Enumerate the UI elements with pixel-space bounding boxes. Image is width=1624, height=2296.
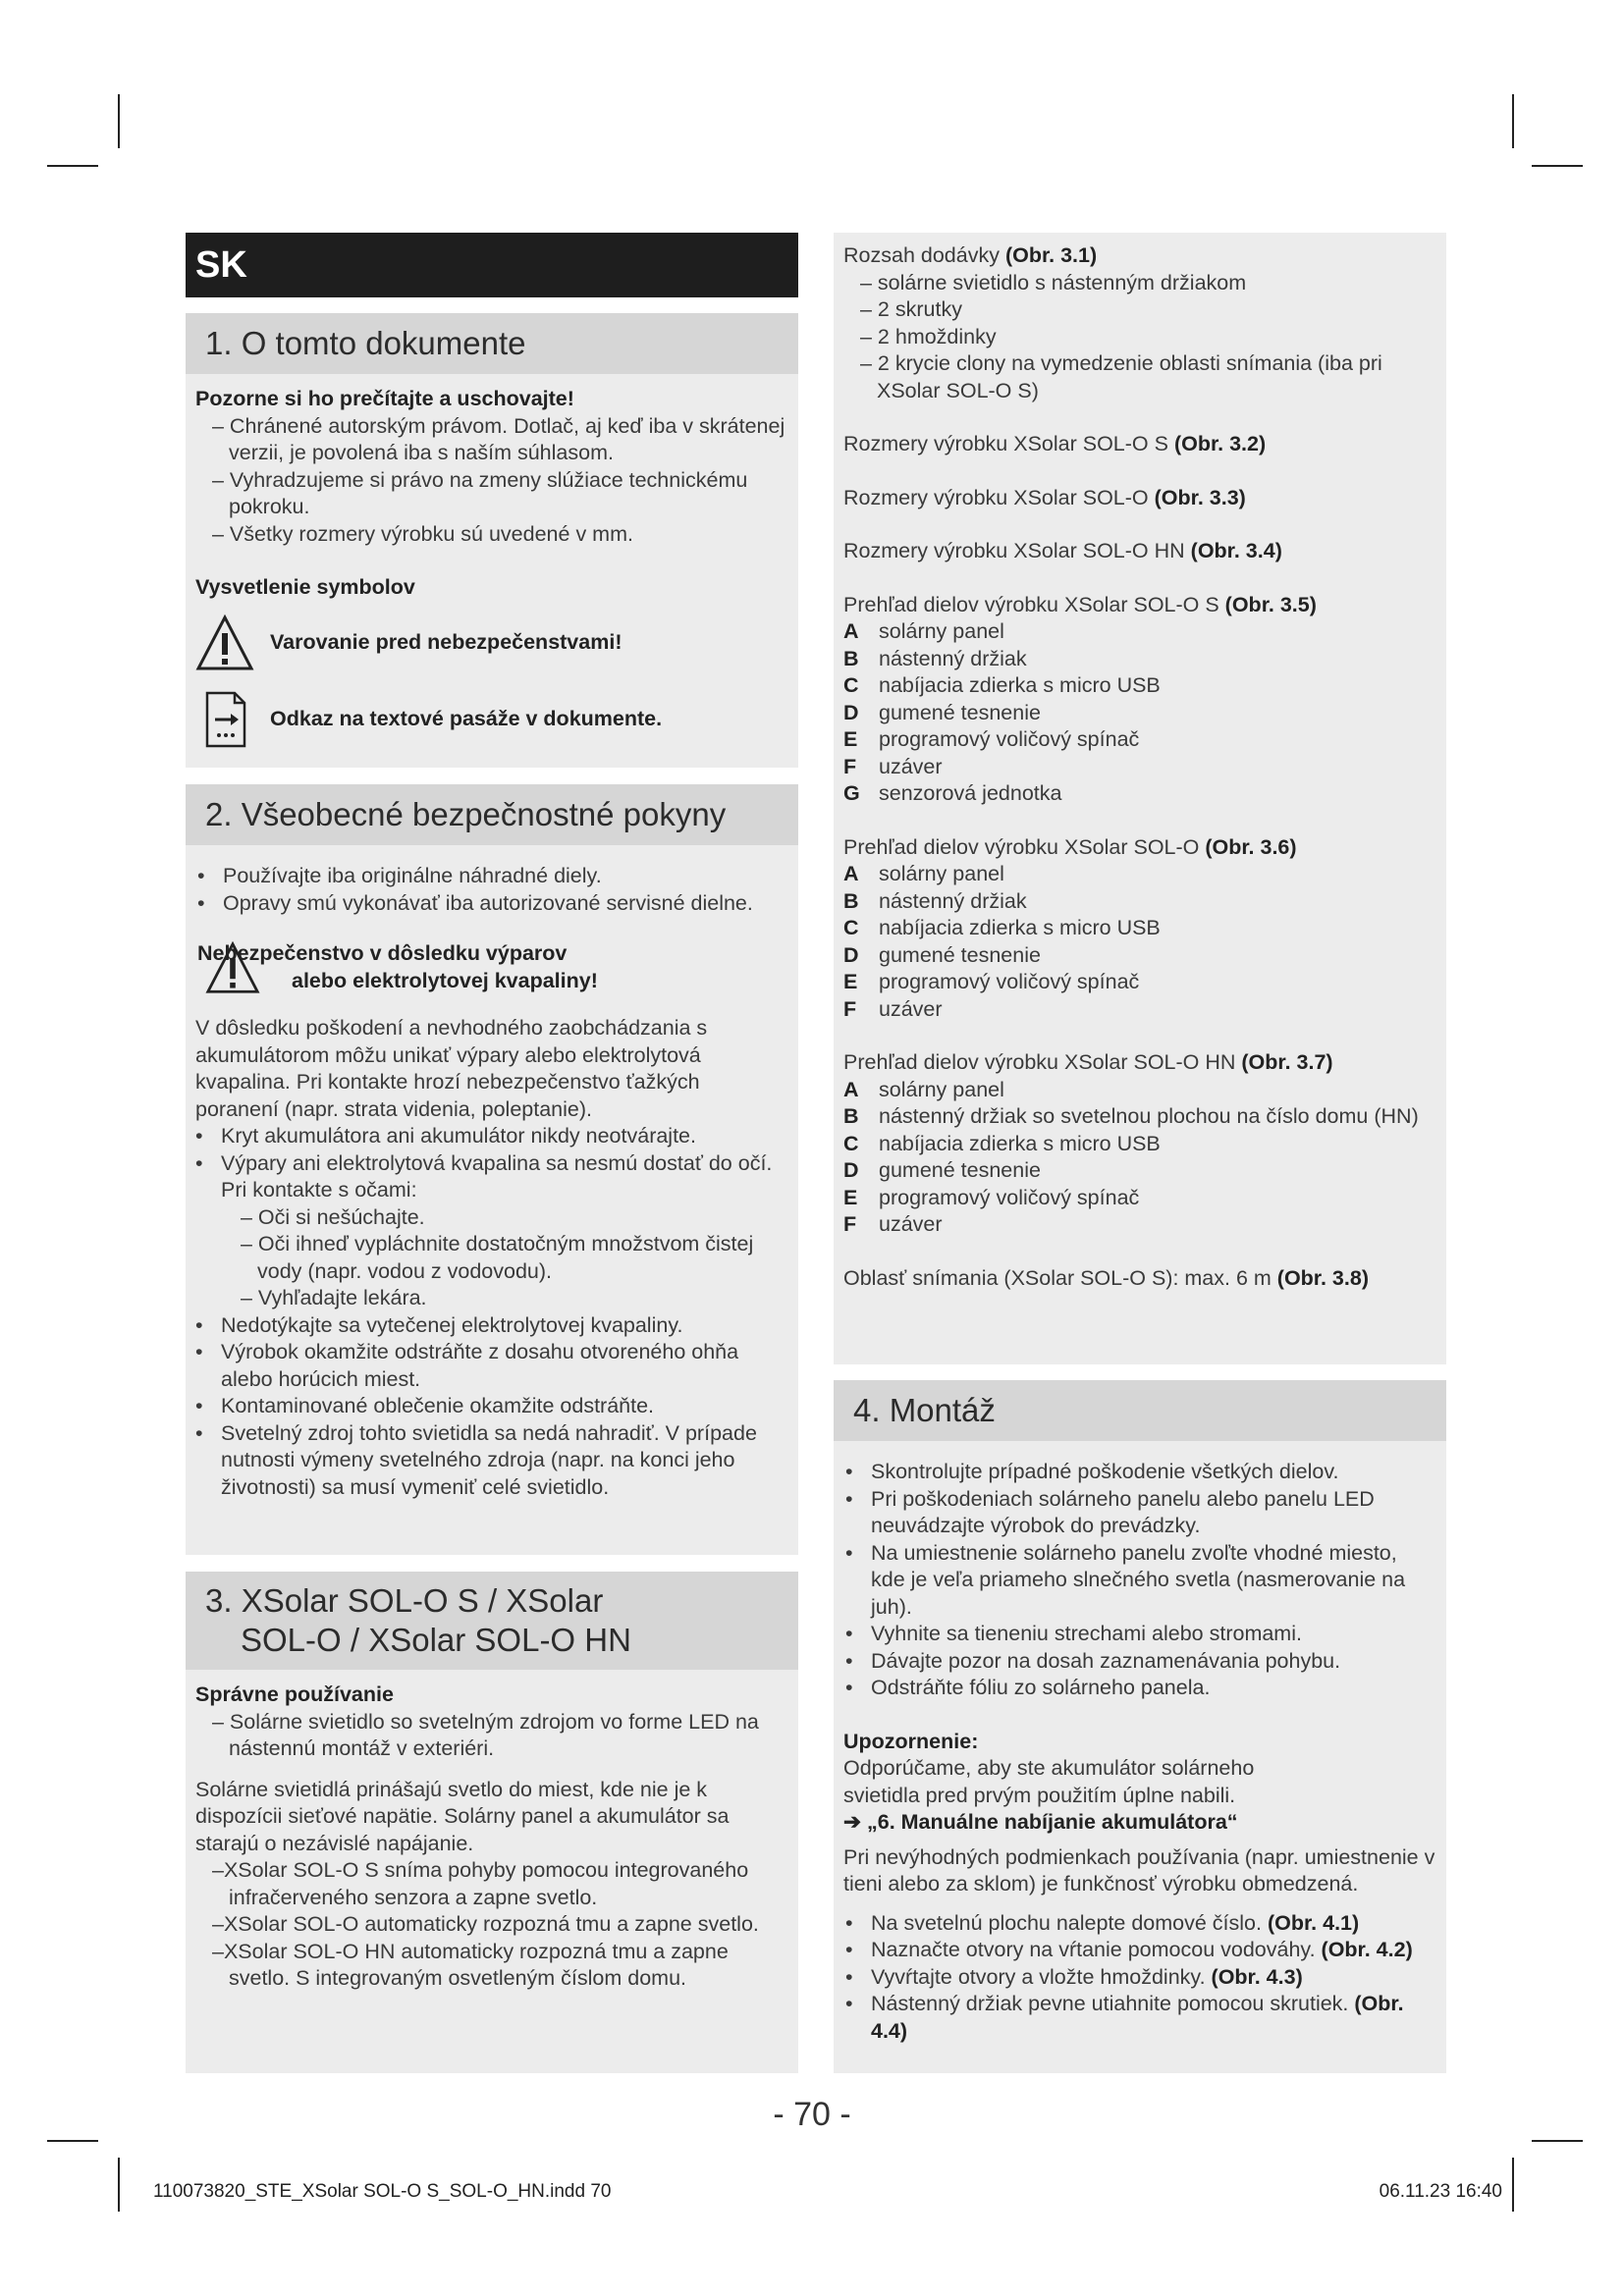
part-letter: B (843, 888, 859, 913)
s4-bullet-5: • Odstráňte fóliu zo solárneho panela. (845, 1675, 1436, 1702)
parts-1-heading (843, 592, 1436, 619)
s2-b4: • Výrobok okamžite odstráňte z dosahu otvoreného ohňa alebo horúcich miest. (195, 1339, 788, 1393)
s2-sub-0: – Oči si nešúchajte. (241, 1204, 425, 1229)
s2-bullet-0: • Používajte iba originálne náhradné diely. (197, 863, 788, 890)
dim-3-ref: (Obr. 3.4) (1190, 539, 1282, 562)
part-row (843, 861, 1436, 888)
section-3-box (186, 1572, 798, 2073)
part-row (843, 672, 1436, 700)
s3-use-item-0: –XSolar SOL-O S sníma pohyby pomocou integrovaného infračerveného senzora a zapne svetlo. (212, 1858, 749, 1909)
s2-bullet-1: • Opravy smú vykonávať iba autorizované servisné dielne. (197, 890, 788, 918)
scope-ref: (Obr. 3.1) (1004, 243, 1098, 267)
sym-warning-text: Varovanie pred nebezpečenstvami! (270, 629, 623, 654)
dim-1 (843, 431, 1436, 458)
dim-3 (843, 538, 1436, 565)
s1-dash-0: – Chránené autorským právom. Dotlač, aj keď iba v skrátenej verzii, je povolená iba s naším súhlasom. (212, 413, 785, 464)
part-letter: C (843, 916, 859, 939)
part-letter: B (843, 646, 859, 670)
part-label: programový voličový spínač (879, 727, 1140, 751)
part-letter: C (843, 673, 859, 697)
part-letter: E (843, 1185, 858, 1209)
s4-bullet-4: • Dávajte pozor na dosah zaznamenávania pohybu. (845, 1648, 1436, 1676)
s4-bullet-1: • Pri poškodeniach solárneho panelu alebo panelu LED neuvádzajte výrobok do prevádzky. (845, 1486, 1436, 1540)
part-row (843, 646, 1436, 673)
s4-note-text: Odporúčame, aby ste akumulátor solárneho svietidla pred prvým použitím úplne nabili. (843, 1756, 1255, 1807)
part-label: programový voličový spínač (879, 1185, 1140, 1209)
parts-3-heading (843, 1049, 1436, 1077)
crop-mark (47, 165, 98, 167)
s2-paragraph: V dôsledku poškodení a nevhodného zaobchádzania s akumulátorom môžu unikať výpary alebo elektrolytová kvapalina. Pri kontakte hrozí nebezpečenstvo ťažkých poranení (napr. strata videnia, poleptanie). (195, 1016, 708, 1121)
s4-bullet-0: • Skontrolujte prípadné poškodenie všetkých dielov. (845, 1459, 1436, 1486)
scope-label: Rozsah dodávky (843, 243, 1005, 267)
crop-mark (1532, 2140, 1583, 2142)
warning-icon (195, 614, 254, 672)
s2-b1: • Kryt akumulátora ani akumulátor nikdy neotvárajte. (195, 1123, 788, 1150)
section-3-title (186, 1572, 798, 1670)
part-label: nástenný držiak so svetelnou plochou na číslo domu (HN) (879, 1104, 1419, 1128)
section-1-box (186, 313, 798, 768)
part-row (843, 996, 1436, 1024)
parts-2-heading (843, 834, 1436, 862)
parts-3-ref: (Obr. 3.7) (1241, 1050, 1333, 1074)
s4-para: Pri nevýhodných podmienkach používania (napr. umiestnenie v tieni alebo za sklom) je funkčnosť výrobku obmedzená. (843, 1844, 1435, 1896)
part-label: senzorová jednotka (879, 781, 1062, 805)
part-row (843, 1077, 1436, 1104)
part-letter: A (843, 1077, 859, 1101)
part-label: nabíjacia zdierka s micro USB (879, 916, 1161, 939)
s1-dash-2: – Všetky rozmery výrobku sú uvedené v mm. (212, 521, 633, 546)
mount-step (845, 1937, 1436, 1964)
section-2-box (186, 784, 798, 1555)
s1-dash-1: – Vyhradzujeme si právo na zmeny slúžiace technickému pokroku. (212, 467, 748, 518)
crop-mark (118, 94, 120, 148)
mount-step (845, 1964, 1436, 1992)
part-label: uzáver (879, 1212, 943, 1236)
part-label: nabíjacia zdierka s micro USB (879, 673, 1161, 697)
dim-1-text: Rozmery výrobku XSolar SOL-O S (843, 432, 1174, 455)
mount-step-ref: (Obr. 4.3) (1211, 1964, 1303, 1989)
section-3-title-line2: SOL-O / XSolar SOL-O HN (241, 1622, 631, 1658)
part-label: gumené tesnenie (879, 700, 1041, 724)
s4-bullet-2: • Na umiestnenie solárneho panelu zvoľte vhodné miesto, kde je veľa priameho slnečného svetla (nasmerovanie na juh). (845, 1540, 1436, 1622)
part-label: solárny panel (879, 1077, 1004, 1101)
crop-mark (1512, 2158, 1514, 2212)
mount-step-text: Na svetelnú plochu nalepte domové číslo. (871, 1910, 1268, 1935)
part-letter: F (843, 996, 857, 1021)
part-label: nabíjacia zdierka s micro USB (879, 1131, 1161, 1155)
dim-3-text: Rozmery výrobku XSolar SOL-O HN (843, 539, 1191, 562)
part-row (843, 1185, 1436, 1212)
part-row (843, 969, 1436, 996)
mount-step-text: Naznačte otvory na vŕtanie pomocou vodováhy. (871, 1938, 1322, 1961)
section-3-title-line1: 3. XSolar SOL-O S / XSolar (205, 1582, 604, 1619)
mount-step-ref: (Obr. 4.2) (1321, 1938, 1413, 1961)
detection-area (843, 1265, 1436, 1293)
footer-file: 110073820_STE_XSolar SOL-O S_SOL-O_HN.indd 70 (153, 2181, 612, 2202)
s2-b3: • Nedotýkajte sa vytečenej elektrolytovej kvapaliny. (195, 1312, 788, 1340)
symbols-heading: Vysvetlenie symbolov (195, 575, 415, 599)
crop-mark (1532, 165, 1583, 167)
document-reference-icon (195, 690, 254, 749)
s4-bullet-3: • Vyhnite sa tieneniu strechami alebo stromami. (845, 1621, 1436, 1648)
part-row (843, 942, 1436, 970)
s2-b6: • Svetelný zdroj tohto svietidla sa nedá nahradiť. V prípade nutnosti výmeny svetelného zdroja (napr. na konci jeho životnosti) sa musí vymeniť celé svietidlo. (195, 1420, 788, 1502)
s2-sub-2: – Vyhľadajte lekára. (241, 1286, 427, 1309)
s2-warning-line2: alebo elektrolytovej kvapaliny! (292, 969, 598, 992)
sym-ref-text: Odkaz na textové pasáže v dokumente. (270, 706, 663, 730)
crop-mark (118, 2158, 120, 2212)
parts-2-ref: (Obr. 3.6) (1205, 834, 1297, 859)
part-letter: E (843, 727, 858, 751)
part-label: gumené tesnenie (879, 1158, 1041, 1182)
dim-2-ref: (Obr. 3.3) (1154, 485, 1246, 509)
mount-step-ref: (Obr. 4.4) (871, 1992, 1404, 2043)
part-letter: D (843, 1158, 859, 1182)
s2-warning-line1: Nebezpečenstvo v dôsledku výparov (197, 941, 568, 965)
part-row (843, 700, 1436, 727)
part-letter: F (843, 754, 857, 778)
part-label: uzáver (879, 754, 943, 778)
part-row (843, 1157, 1436, 1185)
part-label: programový voličový spínač (879, 970, 1140, 993)
part-letter: D (843, 942, 859, 967)
scope-line (843, 242, 1436, 270)
scope-item-2: – 2 hmoždinky (860, 324, 997, 348)
footer-date: 06.11.23 16:40 (1379, 2181, 1502, 2202)
section-3-continued-box (834, 233, 1446, 1364)
part-row (843, 618, 1436, 646)
s3-use-heading: Správne používanie (195, 1682, 394, 1706)
dim-2 (843, 485, 1436, 512)
area-ref: (Obr. 3.8) (1276, 1265, 1369, 1290)
s3-use-item-2: –XSolar SOL-O HN automaticky rozpozná tmu a zapne svetlo. S integrovaným osvetleným číslom domu. (212, 1939, 729, 1990)
s2-sub-1: – Oči ihneď vypláchnite dostatočným množstvom čistej vody (napr. vodou z vodovodu). (241, 1232, 754, 1283)
area-text: Oblasť snímania (XSolar SOL-O S): max. 6 m (843, 1265, 1277, 1290)
part-row (843, 726, 1436, 754)
s1-intro: Pozorne si ho prečítajte a uschovajte! (195, 387, 574, 410)
crop-mark (1512, 94, 1514, 148)
s4-note-heading: Upozornenie: (843, 1729, 979, 1753)
s3-use-dash: – Solárne svietidlo so svetelným zdrojom vo forme LED na nástennú montáž v exteriéri. (212, 1709, 759, 1760)
mount-step-ref: (Obr. 4.1) (1267, 1910, 1360, 1935)
scope-item-1: – 2 skrutky (860, 297, 962, 321)
part-label: uzáver (879, 996, 943, 1021)
section-4-title: 4. Montáž (834, 1380, 1446, 1441)
part-row (843, 1103, 1436, 1131)
scope-item-3: – 2 krycie clony na vymedzenie oblasti snímania (iba pri XSolar SOL-O S) (860, 351, 1382, 402)
part-letter: G (843, 781, 860, 805)
page-number: - 70 - (773, 2096, 851, 2133)
mount-step (845, 1991, 1436, 2045)
parts-3-label: Prehľad dielov výrobku XSolar SOL-O HN (843, 1050, 1242, 1074)
section-2-title: 2. Všeobecné bezpečnostné pokyny (186, 784, 798, 845)
s2-b5: • Kontaminované oblečenie okamžite odstráňte. (195, 1393, 788, 1420)
part-row (843, 915, 1436, 942)
part-row (843, 780, 1436, 808)
s4-note-ref: ➔ „6. Manuálne nabíjanie akumulátora“ (843, 1810, 1238, 1834)
mount-step (845, 1910, 1436, 1938)
part-letter: A (843, 619, 859, 643)
part-letter: C (843, 1131, 859, 1155)
part-row (843, 1131, 1436, 1158)
s3-use-para: Solárne svietidlá prinášajú svetlo do miest, kde nie je k dispozícii sieťové napätie. Solárny panel a akumulátor sa starajú o nezávislé napájanie. (195, 1777, 730, 1855)
part-letter: B (843, 1104, 859, 1128)
part-row (843, 1211, 1436, 1239)
part-label: nástenný držiak (879, 888, 1027, 913)
part-label: solárny panel (879, 862, 1004, 885)
part-label: gumené tesnenie (879, 942, 1041, 967)
part-label: solárny panel (879, 619, 1004, 643)
part-letter: A (843, 862, 859, 885)
parts-2-label: Prehľad dielov výrobku XSolar SOL-O (843, 834, 1206, 859)
crop-mark (47, 2140, 98, 2142)
part-label: nástenný držiak (879, 646, 1027, 670)
s3-use-item-1: –XSolar SOL-O automaticky rozpozná tmu a zapne svetlo. (212, 1912, 759, 1936)
section-4-box (834, 1380, 1446, 2073)
mount-step-text: Vyvŕtajte otvory a vložte hmoždinky. (871, 1964, 1212, 1989)
part-letter: E (843, 970, 858, 993)
part-letter: D (843, 700, 859, 724)
scope-item-0: – solárne svietidlo s nástenným držiakom (860, 270, 1247, 294)
mount-step-text: Nástenný držiak pevne utiahnite pomocou skrutiek. (871, 1992, 1355, 2015)
parts-1-ref: (Obr. 3.5) (1224, 592, 1317, 616)
dim-1-ref: (Obr. 3.2) (1173, 432, 1267, 455)
part-letter: F (843, 1212, 857, 1236)
section-1-title: 1. O tomto dokumente (186, 313, 798, 374)
s2-b2: • Výpary ani elektrolytová kvapalina sa nesmú dostať do očí. Pri kontakte s očami: (195, 1150, 788, 1204)
parts-1-label: Prehľad dielov výrobku XSolar SOL-O S (843, 592, 1225, 616)
part-row (843, 888, 1436, 916)
dim-2-text: Rozmery výrobku XSolar SOL-O (843, 485, 1155, 509)
part-row (843, 754, 1436, 781)
language-label: SK (186, 233, 798, 297)
